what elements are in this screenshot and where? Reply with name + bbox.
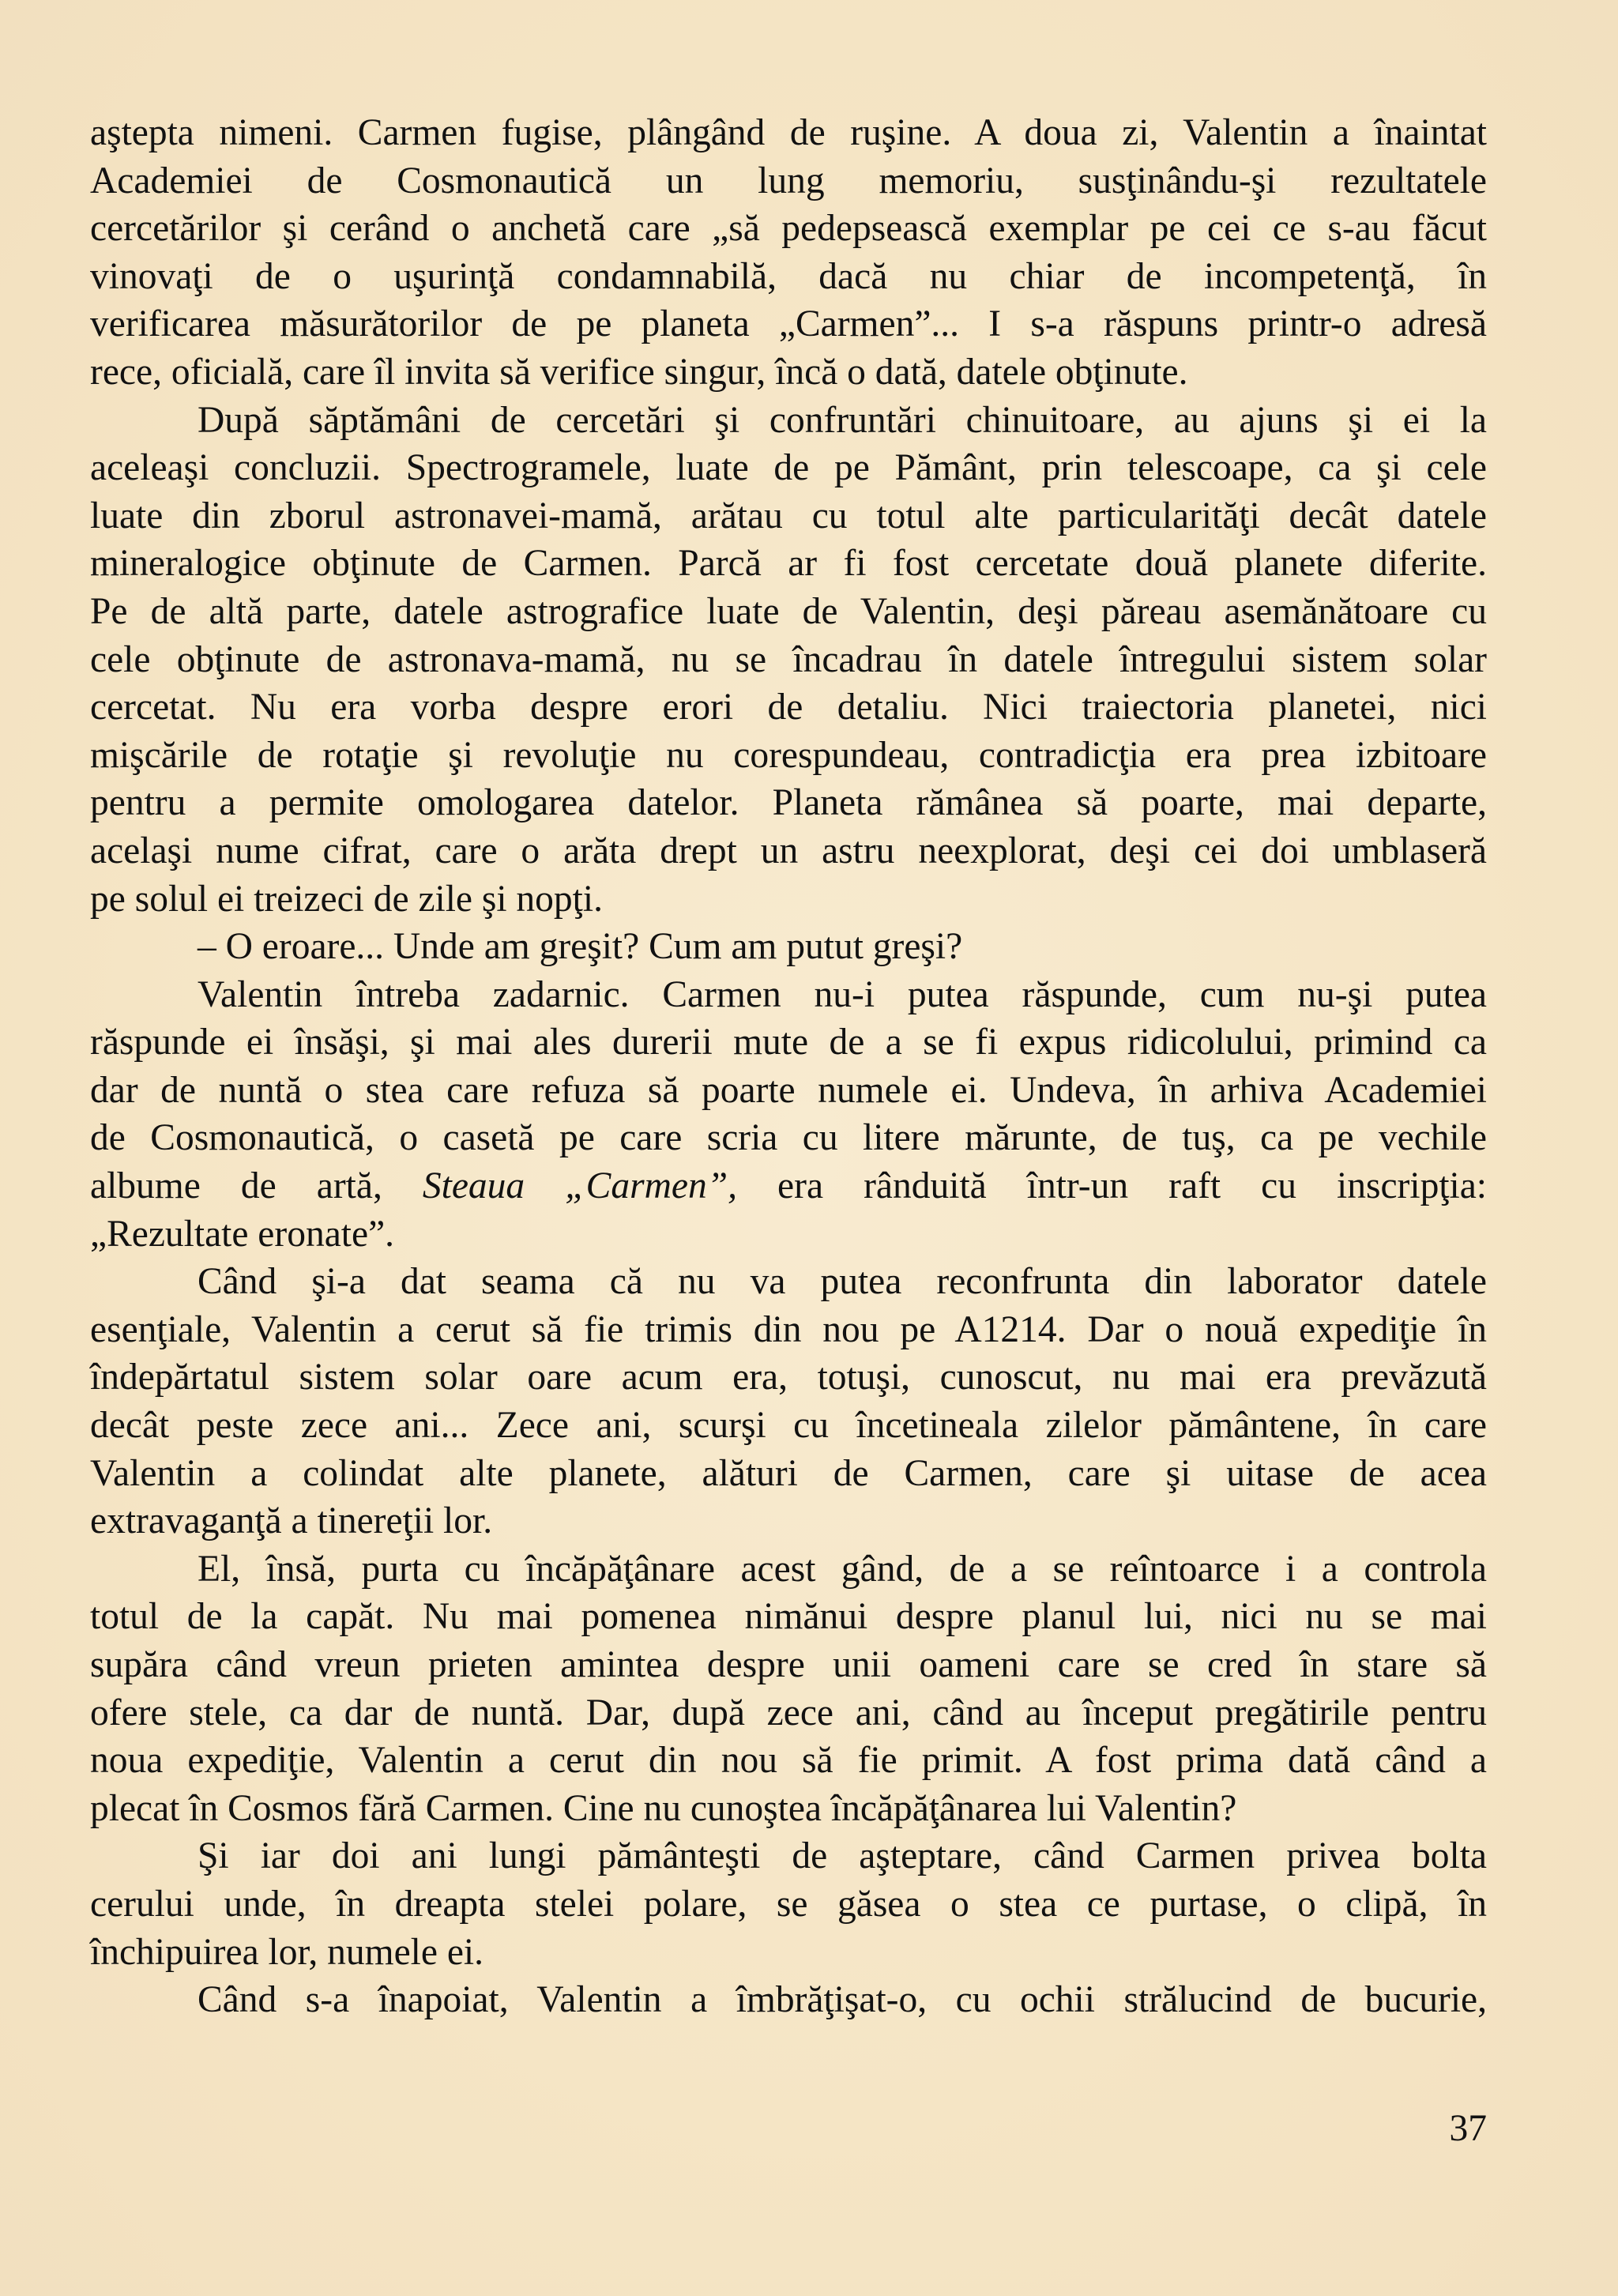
text-segment: albume de artă,: [90, 1165, 423, 1207]
text-segment: era rânduită într-un raft cu inscripţia:: [737, 1165, 1487, 1207]
text-line: mineralogice obţinute de Carmen. Parcă ar fi fost cercetate două planete diferite.: [90, 543, 1487, 585]
paragraph-6: [90, 1545, 1487, 1833]
text-line: esenţiale, Valentin a cerut să fie trimis din nou pe A1214. Dar o nouă expediţie în: [90, 1308, 1487, 1350]
paragraph-7: [90, 1832, 1487, 1976]
text-line: cerului unde, în dreapta stelei polare, se găsea o stea ce purtase, o clipă, în: [90, 1883, 1487, 1925]
text-line: Valentin a colindat alte planete, alături de Carmen, care şi uitase de acea: [90, 1452, 1487, 1494]
text-line: Pe de altă parte, datele astrografice luate de Valentin, deşi păreau asemănătoare cu: [90, 590, 1487, 632]
text-line: aştepta nimeni. Carmen fugise, plângând de ruşine. A doua zi, Valentin a înaintat: [90, 112, 1487, 153]
text-line: pentru a permite omologarea datelor. Planeta rămânea să poarte, mai departe,: [90, 782, 1487, 824]
text-line: noua expediţie, Valentin a cerut din nou să fie primit. A fost prima dată când a: [90, 1740, 1487, 1782]
text-line: decât peste zece ani... Zece ani, scurşi cu încetineala zilelor pământene, în care: [90, 1405, 1487, 1447]
text-line: El, însă, purta cu încăpăţânare acest gând, de a se reîntoarce i a controla: [198, 1548, 1487, 1590]
text-line: de Cosmonautică, o casetă pe care scria cu litere mărunte, de tuş, ca pe vechile: [90, 1117, 1487, 1159]
page-number: 37: [1449, 2108, 1487, 2149]
paragraph-4: [90, 971, 1487, 1259]
paragraph-3: [90, 923, 1487, 971]
paragraph-8: [90, 1976, 1487, 2024]
text-line: răspunde ei însăşi, şi mai ales durerii mute de a se fi expus ridicolului, primind ca: [90, 1022, 1487, 1063]
text-line: verificarea măsurătorilor de pe planeta „Carmen”... I s-a răspuns printr-o adresă: [90, 303, 1487, 345]
text-line: „Rezultate eronate”.: [90, 1213, 395, 1255]
italic-title: Steaua „Carmen”,: [422, 1165, 737, 1207]
text-line: aceleaşi concluzii. Spectrogramele, luate de pe Pământ, prin telescoape, ca şi cele: [90, 447, 1487, 489]
text-line: supăra când vreun prieten amintea despre unii oameni care se cred în stare să: [90, 1644, 1487, 1685]
text-line: Valentin întreba zadarnic. Carmen nu-i putea răspunde, cum nu-şi putea: [198, 973, 1487, 1015]
paragraph-2: [90, 397, 1487, 924]
text-line: Şi iar doi ani lungi pământeşti de aşteptare, când Carmen privea bolta: [198, 1835, 1487, 1877]
text-line: luate din zborul astronavei-mamă, arătau cu totul alte particularităţi decât datele: [90, 495, 1487, 536]
text-line: îndepărtatul sistem solar oare acum era, totuşi, cunoscut, nu mai era prevăzută: [90, 1357, 1487, 1398]
body-text: [90, 109, 1487, 2024]
paragraph-5: [90, 1258, 1487, 1545]
text-line: Când şi-a dat seama că nu va putea reconfrunta din laborator datele: [198, 1261, 1487, 1303]
text-line: acelaşi nume cifrat, care o arăta drept un astru neexplorat, deşi cei doi umblaseră: [90, 830, 1487, 871]
dialogue-line: – O eroare... Unde am greşit? Cum am putut greşi?: [198, 926, 963, 968]
paragraph-1: [90, 109, 1487, 397]
text-line: mişcările de rotaţie şi revoluţie nu corespundeau, contradicţia era prea izbitoare: [90, 734, 1487, 776]
text-line: ofere stele, ca dar de nuntă. Dar, după zece ani, când au început pregătirile pentru: [90, 1692, 1487, 1733]
text-line: dar de nuntă o stea care refuza să poarte numele ei. Undeva, în arhiva Academiei: [90, 1069, 1487, 1111]
text-line: cercetărilor şi cerând o anchetă care „să pedepsească exemplar pe cei ce s-au făcut: [90, 208, 1487, 250]
text-line: După săptămâni de cercetări şi confruntări chinuitoare, au ajuns şi ei la: [198, 399, 1487, 441]
text-line: vinovaţi de o uşurinţă condamnabilă, dacă nu chiar de incompetenţă, în: [90, 255, 1487, 297]
text-line: Academiei de Cosmonautică un lung memoriu, susţinându-şi rezultatele: [90, 160, 1487, 201]
text-line: pe solul ei treizeci de zile şi nopţi.: [90, 878, 603, 920]
text-line: cele obţinute de astronava-mamă, nu se încadrau în datele întregului sistem solar: [90, 638, 1487, 680]
text-line: Când s-a înapoiat, Valentin a îmbrăţişat-o, cu ochii strălucind de bucurie,: [198, 1979, 1487, 2021]
text-line: totul de la capăt. Nu mai pomenea nimănui despre planul lui, nici nu se mai: [90, 1596, 1487, 1638]
text-line: cercetat. Nu era vorba despre erori de detaliu. Nici traiectoria planetei, nici: [90, 687, 1487, 728]
text-line: extravaganţă a tinereţii lor.: [90, 1500, 493, 1542]
text-line: [90, 1162, 1487, 1210]
text-line: rece, oficială, care îl invita să verifice singur, încă o dată, datele obţinute.: [90, 351, 1188, 393]
text-line: plecat în Cosmos fără Carmen. Cine nu cunoştea încăpăţânarea lui Valentin?: [90, 1787, 1237, 1829]
text-line: închipuirea lor, numele ei.: [90, 1931, 484, 1973]
